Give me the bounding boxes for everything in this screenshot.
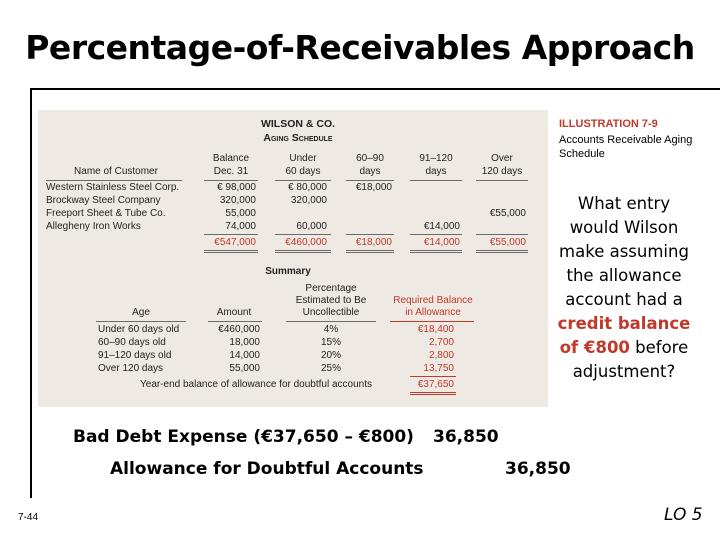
- row-91120: €14,000: [423, 221, 460, 232]
- illustration-caption: Accounts Receivable Aging Schedule: [559, 134, 693, 160]
- schedule-title: Aging Schedule: [263, 132, 333, 144]
- header-balance-1: Balance: [212, 153, 250, 164]
- summary-row-amount: 55,000: [229, 363, 260, 374]
- learning-objective: LO 5: [664, 505, 703, 525]
- row-balance: 320,000: [219, 195, 256, 206]
- row-under60: € 80,000: [288, 182, 327, 193]
- left-rule: [30, 88, 32, 498]
- summary-row-required: 2,800: [428, 350, 454, 361]
- summary-row-amount: 14,000: [229, 350, 260, 361]
- summary-row-required: 2,700: [428, 337, 454, 348]
- row-name: Western Stainless Steel Corp.: [46, 182, 180, 193]
- summary-row-required: 13,750: [423, 363, 454, 374]
- summary-title: Summary: [265, 266, 311, 277]
- credit-amount: 36,850: [505, 459, 571, 479]
- total-91120: €14,000: [423, 237, 460, 248]
- summary-header-age: Age: [132, 307, 150, 318]
- summary-row-pct: 4%: [323, 324, 339, 335]
- summary-row-age: Under 60 days old: [98, 324, 180, 335]
- debit-calc: (€37,650 – €800): [253, 427, 414, 447]
- summary-header-req-1: Required Balance: [393, 295, 473, 306]
- summary-row-age: 91–120 days old: [98, 350, 172, 361]
- year-end-value: €37,650: [417, 379, 454, 390]
- total-over120: €55,000: [489, 237, 526, 248]
- illustration-label: ILLUSTRATION 7-9: [559, 118, 658, 130]
- summary-row-amount: 18,000: [229, 337, 260, 348]
- summary-row-age: Over 120 days: [98, 363, 164, 374]
- summary-row-required: €18,400: [417, 324, 454, 335]
- header-balance-2: Dec. 31: [213, 166, 249, 177]
- debit-account: Bad Debt Expense: [73, 427, 248, 447]
- page-number: 7-44: [18, 512, 39, 523]
- summary-row-pct: 25%: [320, 363, 341, 374]
- total-balance: €547,000: [214, 237, 256, 248]
- summary-header-amount: Amount: [216, 307, 252, 318]
- row-name: Allegheny Iron Works: [46, 221, 141, 232]
- summary-row-pct: 15%: [320, 337, 341, 348]
- summary-row-amount: €460,000: [218, 324, 260, 335]
- top-rule: [30, 88, 720, 90]
- summary-header-req-2: in Allowance: [405, 307, 461, 318]
- summary-header-pct-2: Estimated to Be: [295, 295, 367, 306]
- row-name: Freeport Sheet & Tube Co.: [46, 208, 166, 219]
- total-6090: €18,000: [355, 237, 392, 248]
- row-balance: 74,000: [225, 221, 256, 232]
- header-over120-2: 120 days: [481, 166, 523, 177]
- header-91120-1: 91–120: [419, 153, 453, 164]
- year-end-label: Year-end balance of allowance for doubtful accounts: [140, 379, 373, 390]
- row-under60: 320,000: [290, 195, 327, 206]
- summary-header-pct-3: Uncollectible: [302, 307, 360, 318]
- row-balance: 55,000: [225, 208, 256, 219]
- row-name: Brockway Steel Company: [46, 195, 161, 206]
- slide-title: Percentage-of-Receivables Approach: [25, 28, 695, 67]
- row-over120: €55,000: [489, 208, 526, 219]
- header-over120-1: Over: [491, 153, 513, 164]
- question-text: [554, 192, 694, 384]
- summary-row-age: 60–90 days old: [98, 337, 166, 348]
- header-6090-2: days: [359, 166, 381, 177]
- question-post: before adjustment?: [572, 338, 689, 381]
- header-91120-2: days: [425, 166, 447, 177]
- header-6090-1: 60–90: [356, 153, 384, 164]
- journal-debit-line: [73, 427, 414, 447]
- total-under60: €460,000: [285, 237, 327, 248]
- question-pre: What entry would Wilson make assuming the allowance account had a: [559, 194, 689, 309]
- row-balance: € 98,000: [217, 182, 256, 193]
- summary-row-pct: 20%: [320, 350, 341, 361]
- summary-header-pct-1: Percentage: [305, 283, 357, 294]
- debit-amount: 36,850: [433, 427, 499, 447]
- question-highlight: credit balance of €800: [557, 314, 691, 357]
- schedule-company: WILSON & CO.: [260, 118, 336, 130]
- header-customer: Name of Customer: [74, 166, 158, 177]
- aging-schedule-panel: [38, 110, 548, 407]
- header-under60-1: Under: [289, 153, 317, 164]
- row-under60: 60,000: [296, 221, 327, 232]
- row-6090: €18,000: [355, 182, 392, 193]
- header-under60-2: 60 days: [285, 166, 321, 177]
- credit-account: Allowance for Doubtful Accounts: [110, 459, 424, 479]
